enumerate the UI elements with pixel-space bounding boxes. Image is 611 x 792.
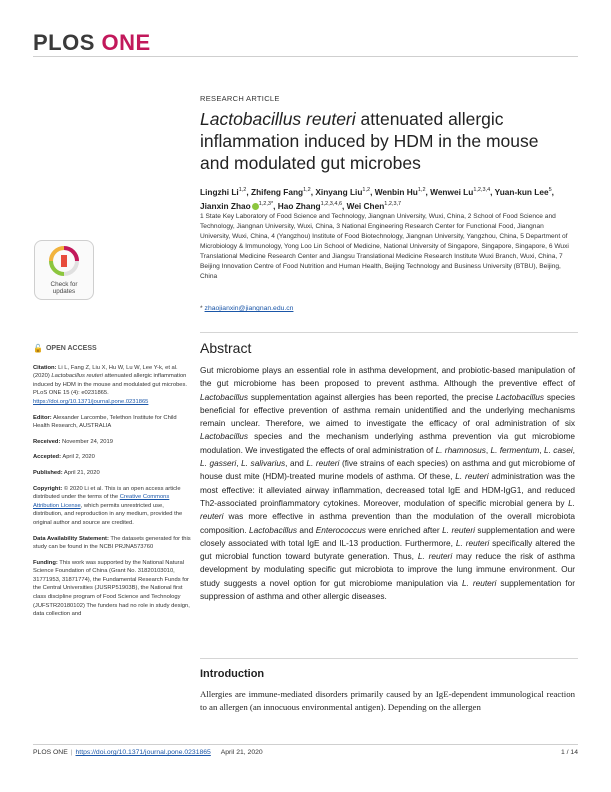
footer-doi-link[interactable]: https://doi.org/10.1371/journal.pone.0231865	[75, 749, 211, 756]
author[interactable]: Xinyang Liu$^{1,2}$	[315, 186, 371, 197]
introduction-heading: Introduction	[200, 668, 265, 680]
accepted-date: Accepted: April 2, 2020	[33, 454, 95, 461]
corresponding-email-link[interactable]: zhaojianxin@jiangnan.edu.cn	[204, 305, 294, 312]
published-date: Published: April 21, 2020	[33, 469, 100, 476]
page-number: 1 / 14	[560, 749, 578, 756]
header-divider	[33, 56, 578, 57]
page-footer: PLOS ONE | https://doi.org/10.1371/journal.pone.0231865 April 21, 2020	[33, 749, 263, 756]
logo-part-1: PLOS	[33, 30, 95, 55]
article-metadata-sidebar	[33, 345, 191, 626]
title-species: Lactobacillus reuteri	[200, 109, 356, 129]
copyright-block: Copyright: © 2020 Li et al. This is an open access article distributed under the terms of the Creative Commons Attribution License, which permits unrestricted use, distribution, and reproduction in any medium, provided the original author and source are credited.	[33, 485, 183, 526]
author[interactable]: Wenwei Lu$^{1,2,3,4}$	[430, 186, 491, 197]
footer-journal: PLOS ONE	[33, 749, 68, 756]
abstract-heading: Abstract	[200, 340, 252, 356]
author[interactable]: Wenbin Hu$^{1,2}$	[374, 186, 426, 197]
affiliations: 1 State Key Laboratory of Food Science and Technology, Jiangnan University, Wuxi, China, 2 School of Food Science and Technology, Jiangnan University, Wuxi, China, 3 National Engineering Research Center for Functional Food, Jiangnan University, Wuxi, China, 4 (Yangzhou) Institute of Food Biotechnology, Jiangnan University, Yangzhou, China, 5 Department of Microbiology & Immunology, Yong Loo Lin School of Medicine, National University of Singapore, Singapore, Singapore, 6 Wuxi Translational Medicine Research Center and Jiangsu Translational Medicine Research Institute Wuxi Branch, Wuxi, China, 7 Beijing Innovation Centre of Food Nutrition and Human Health, Beijing Technology and Business University (BTBU), Beijing, China	[200, 213, 569, 280]
footer-divider	[33, 744, 578, 745]
citation-block: Citation: Li L, Fang Z, Liu X, Hu W, Lu W, Lee Y-k, et al. (2020) Lactobacillus reuteri attenuated allergic inflammation induced by HDM in the mouse and modulated gut microbes. PLoS ONE 15 (4): e0231865. https://doi.org/10.1371/journal.pone.0231865	[33, 364, 188, 405]
author[interactable]: Yuan-kun Lee$^5$	[494, 186, 552, 197]
correspondence: * zhaojianxin@jiangnan.edu.cn	[200, 305, 294, 312]
check-updates-label-2: updates	[52, 288, 76, 295]
license-link[interactable]: Creative Commons Attribution License	[33, 494, 170, 509]
abstract-text: Gut microbiome plays an essential role in asthma development, and probiotic-based manipulation of the gut microbiome has been proposed to prevent asthma. Although the preventive effect of Lactobacillus supplementation against allergies has been reported, the precise Lactobacillus species beneficial for effective prevention of asthma remain unidentified and the underlying mechanisms remain unclear. Therefore, we aimed to investigate the efficacy of oral administration of six Lactobacillus species and the mechanism underlying asthma prevention via gut microbiome modulation. We investigated the effects of oral administration of L. rhamnosus, L. fermentum, L. casei, L. gasseri, L. salivarius, and L. reuteri (five strains of each species) on asthma and gut microbiome of house dust mite (HDM)-treated murine models of asthma. Of these, L. reuteri administration was the most effective: it alleviated airway inflammation, decreased total IgE and HDM-IgG1, and reduced Th2-associated proinflammatory cytokines. Moreover, modulation of specific microbial genera by L. reuteri was more effective in asthma prevention than the modulation of the overall microbiota composition. Lactobacillus and Enterococcus were enriched after L. reuteri supplementation and were closely associated with total IgE and IL-13 production. Furthermore, L. reuteri specifically altered the gut microbial function toward butyrate generation. Thus, L. reuteri may reduce the risk of asthma development by modulating specific gut microbiota to improve the lung immune environment. Our study suggests a novel option for gut microbiome manipulation via L. reuteri supplementation for suppression of asthma and other allergic diseases.	[200, 365, 576, 602]
author-list: Lingzhi Li$^{1,2}$, Zhifeng Fang$^{1,2}$, Xinyang Liu$^{1,2}$, Wenbin Hu$^{1,2}$, Wenwei Lu$^{1,2,3,4}$, Yuan-kun Lee$^5$, Jianxin Zhao $^{1,2,3*}$, Hao Zhang$^{1,2,3,4,6}$, Wei Chen$^{1,2,3,7}$	[200, 186, 554, 211]
editor-block: Editor: Alexander Larcombe, Telethon Institute for Child Health Research, AUSTRALIA	[33, 414, 177, 430]
check-updates-label-1: Check for	[50, 281, 78, 288]
journal-logo	[33, 30, 151, 56]
funding-block: Funding: This work was supported by the National Natural Science Foundation of China (Grant No. 31820103010, 31771953, 31871774), the Fundamental Research Funds for the Central Universities (JUSRP51903B), the National first class discipline program of Food Science and Technology (JUFSTR20180102) The funders had no role in study design, data collection and	[33, 559, 190, 618]
footer-date: April 21, 2020	[220, 749, 263, 756]
introduction-divider	[200, 658, 578, 659]
logo-part-2: ONE	[101, 30, 151, 55]
author[interactable]: Jianxin Zhao $^{1,2,3*}$	[200, 200, 274, 211]
author[interactable]: Hao Zhang$^{1,2,3,4,6}$	[277, 200, 343, 211]
refresh-icon	[49, 246, 79, 276]
author[interactable]: Zhifeng Fang$^{1,2}$	[251, 186, 311, 197]
open-lock-icon: 🔓	[33, 344, 43, 353]
received-date: Received: November 24, 2019	[33, 438, 113, 445]
check-for-updates-badge[interactable]	[34, 240, 94, 300]
citation-doi-link[interactable]: https://doi.org/10.1371/journal.pone.0231865	[33, 398, 149, 405]
orcid-icon[interactable]	[252, 203, 259, 210]
title-rest: attenuated allergic inflammation induced by HDM in the mouse and modulated gut microbes	[200, 109, 539, 173]
author[interactable]: Wei Chen$^{1,2,3,7}$	[346, 200, 402, 211]
open-access-label: 🔓 OPEN ACCESS	[33, 344, 97, 353]
data-availability-block: Data Availability Statement: The datasets generated for this study can be found in the NCBI PRJNA573760	[33, 535, 191, 551]
article-type: RESEARCH ARTICLE	[200, 94, 280, 103]
abstract-divider	[200, 332, 578, 333]
author[interactable]: Lingzhi Li$^{1,2}$	[200, 186, 247, 197]
introduction-text: Allergies are immune-mediated disorders primarily caused by an IgE-dependent immunological reaction to an allergen (an innocuous environmental antigen). Depending on the allergen	[200, 689, 575, 712]
article-title	[200, 108, 570, 174]
